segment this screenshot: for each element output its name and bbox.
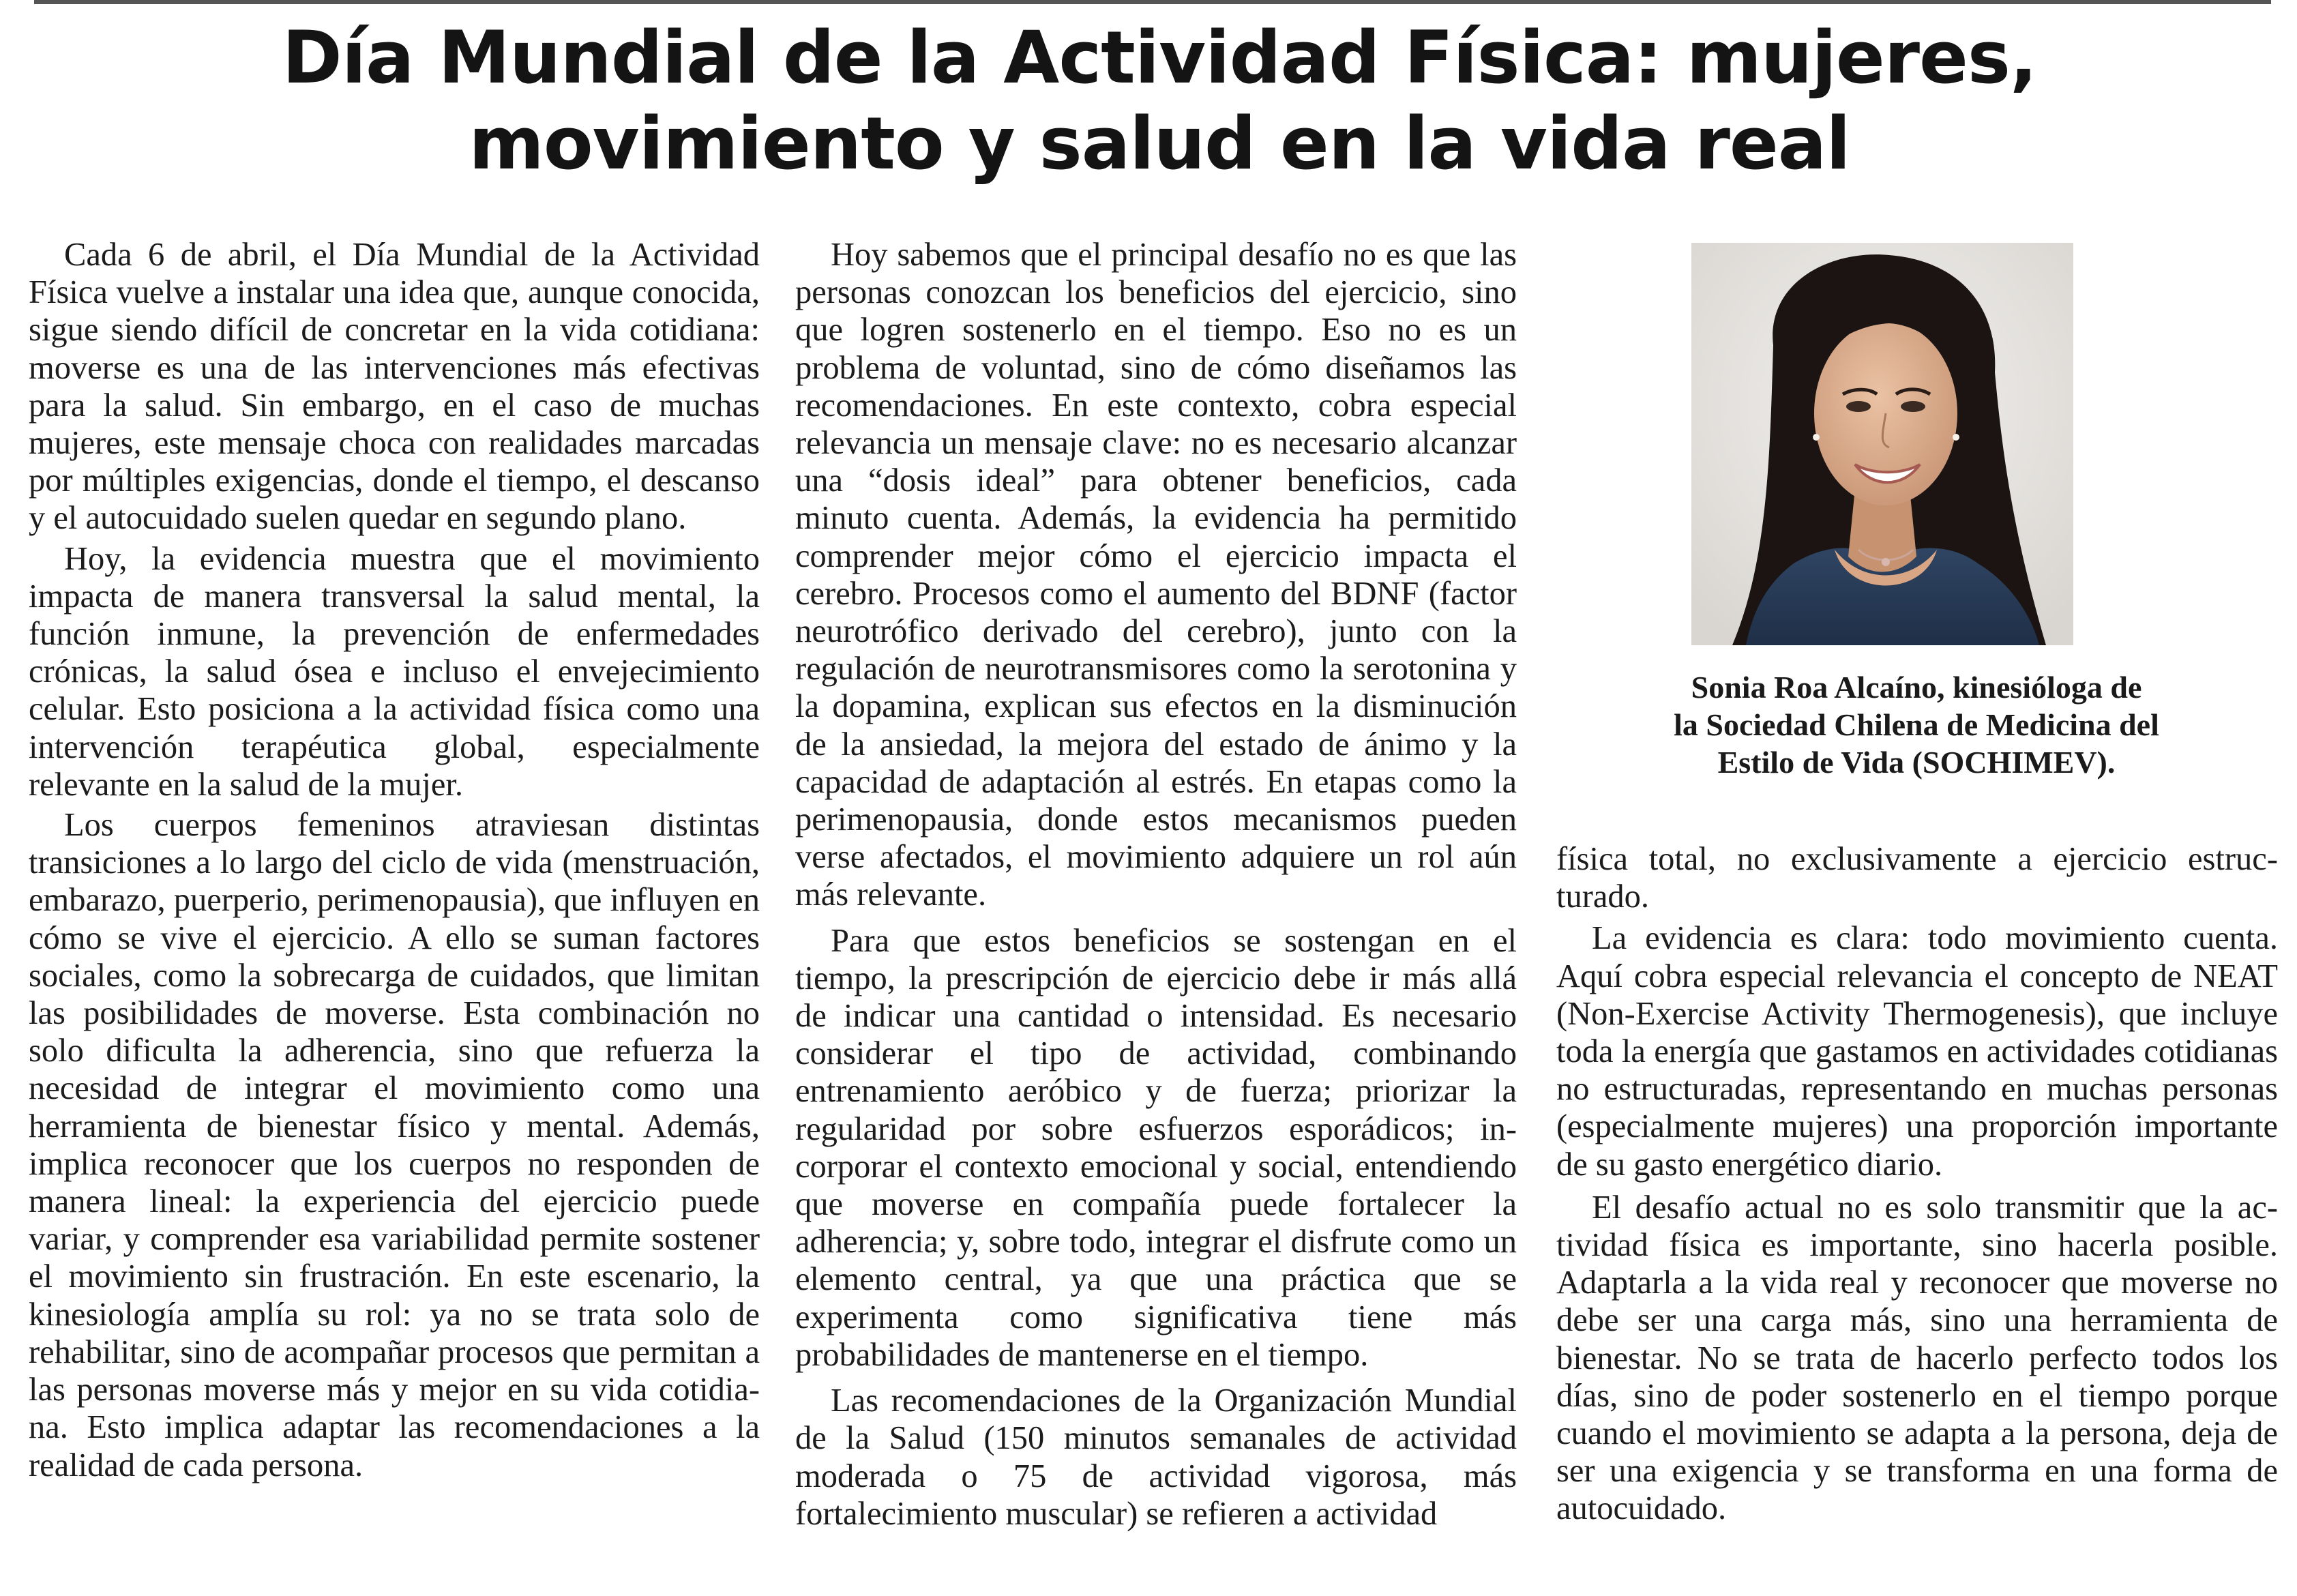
column1-paragraph-3: Los cuerpos femeninos atraviesan distintas transiciones a lo largo del ciclo de vida (menstruación, embarazo, puerperio, perimenopausia), que influyen en cómo se vive el ejercicio. A ello se suman factores sociales, como la sobrecarga de cuidados, que limitan las posibilidades de moverse. Esta combinación no solo dificulta la adherencia, sino que refuerza la necesidad de integrar el movimiento como una herramienta de bienestar físico y mental. Además, implica reconocer que los cuerpos no responden de manera lineal: la experiencia del ejercicio puede variar, y comprender esa variabilidad permite sostener el movimiento sin frustración. En este escenario, la kinesiología amplía su rol: ya no se trata solo de rehabilitar, sino de acompañar procesos que permitan a las personas moverse más y mejor en su vida cotidiana. Esto implica adaptar las recomendaciones a la realidad de cada persona. [29, 807, 760, 1483]
column3-paragraph-1: física total, no exclusivamente a ejercicio estructurado. [1556, 841, 2278, 915]
author-portrait-image [1691, 243, 2073, 645]
top-rule [34, 0, 2271, 4]
article-column-3 [1556, 840, 2278, 1528]
column1-paragraph-1: Cada 6 de abril, el Día Mundial de la Actividad Física vuelve a instalar una idea que, aunque conocida, sigue siendo difícil de concretar en la vida cotidiana: moverse es una de las intervenciones más efectivas para la salud. Sin embargo, en el caso de muchas mujeres, este mensaje choca con realidades marcadas por múltiples exigencias, donde el tiempo, el descanso y el autocuidado suelen quedar en segundo plano. [29, 237, 760, 537]
column2-paragraph-3: Las recomendaciones de la Organización Mundial de la Salud (150 minutos semanales de actividad moderada o 75 de actividad vigorosa, más fortalecimiento muscular) se refieren a actividad [795, 1383, 1517, 1532]
column3-paragraph-3: El desafío actual no es solo transmitir que la actividad física es importante, sino hacerla posible. Adaptarla a la vida real y reconocer que moverse no debe ser una carga más, sino una herramienta de bienestar. No se trata de hacerlo perfecto todos los días, sino de poder sostenerlo en el tiempo porque cuando el movimiento se adapta a la persona, deja de ser una exigencia y se transforma en una forma de autocuidado. [1556, 1189, 2278, 1527]
author-photo [1691, 243, 2073, 645]
column2-paragraph-1: Hoy sabemos que el principal desafío no es que las personas conozcan los beneficios del ejercicio, sino que logren sostenerlo en el tiempo. Eso no es un problema de voluntad, sino de cómo diseñamos las recomendaciones. En este contexto, cobra especial relevancia un mensaje clave: no es necesario alcanzar una “dosis ideal” para obtener beneficios, cada minuto cuenta. Además, la evidencia ha permitido comprender mejor cómo el ejercicio impacta el cerebro. Procesos como el aumento del BDNF (factor neurotrófico derivado del cerebro), junto con la regulación de neurotransmisores como la serotonina y la dopamina, explican sus efectos en la disminución de la ansiedad, la mejora del estado de ánimo y la capacidad de adaptación al estrés. En etapas como la perimenopausia, donde estos mecanismos pueden verse afectados, el movimiento adquiere un rol aún más relevante. [795, 237, 1517, 913]
article-column-2 [795, 236, 1517, 1533]
column2-paragraph-2: Para que estos beneficios se sostengan en el tiempo, la prescripción de ejercicio debe ir más allá de indicar una cantidad o intensidad. Es necesario considerar el tipo de actividad, combinando entrenamiento aeróbico y de fuerza; priorizar la regularidad por sobre esfuerzos esporádicos; incorporar el contexto emocional y social, entendiendo que moverse en compañía puede fortalecer la adherencia; y, sobre todo, integrar el disfrute como un elemento central, ya que una práctica que se experimenta como significativa tiene más probabilidades de mantenerse en el tiempo. [795, 922, 1517, 1373]
column1-paragraph-2: Hoy, la evidencia muestra que el movimiento impacta de manera transversal la salud mental, la función inmune, la prevención de enfermedades crónicas, la salud ósea e incluso el envejecimiento celular. Esto posiciona a la actividad física como una intervención terapéutica global, especialmente relevante en la salud de la mujer. [29, 540, 760, 803]
caption-line-2: la Sociedad Chilena de Medicina del [1674, 707, 2159, 742]
column3-paragraph-2: La evidencia es clara: todo movimiento cuenta. Aquí cobra especial relevancia el concepto de NEAT (Non-Exercise Activity Thermogenesis), que incluye toda la energía que gastamos en actividades cotidianas no estructuradas, representando en muchas personas (especialmente mujeres) una proporción importante de su gasto energético diario. [1556, 920, 2278, 1183]
headline [55, 15, 2264, 187]
caption-line-3: Estilo de Vida (SOCHIMEV). [1717, 745, 2116, 780]
headline-line-2: movimiento y salud en la vida real [469, 102, 1850, 186]
article-column-1 [29, 236, 760, 1484]
photo-caption [1582, 668, 2251, 781]
headline-line-1: Día Mundial de la Actividad Física: mujeres, [282, 16, 2037, 100]
caption-line-1: Sonia Roa Alcaíno, kinesióloga de [1691, 670, 2142, 705]
